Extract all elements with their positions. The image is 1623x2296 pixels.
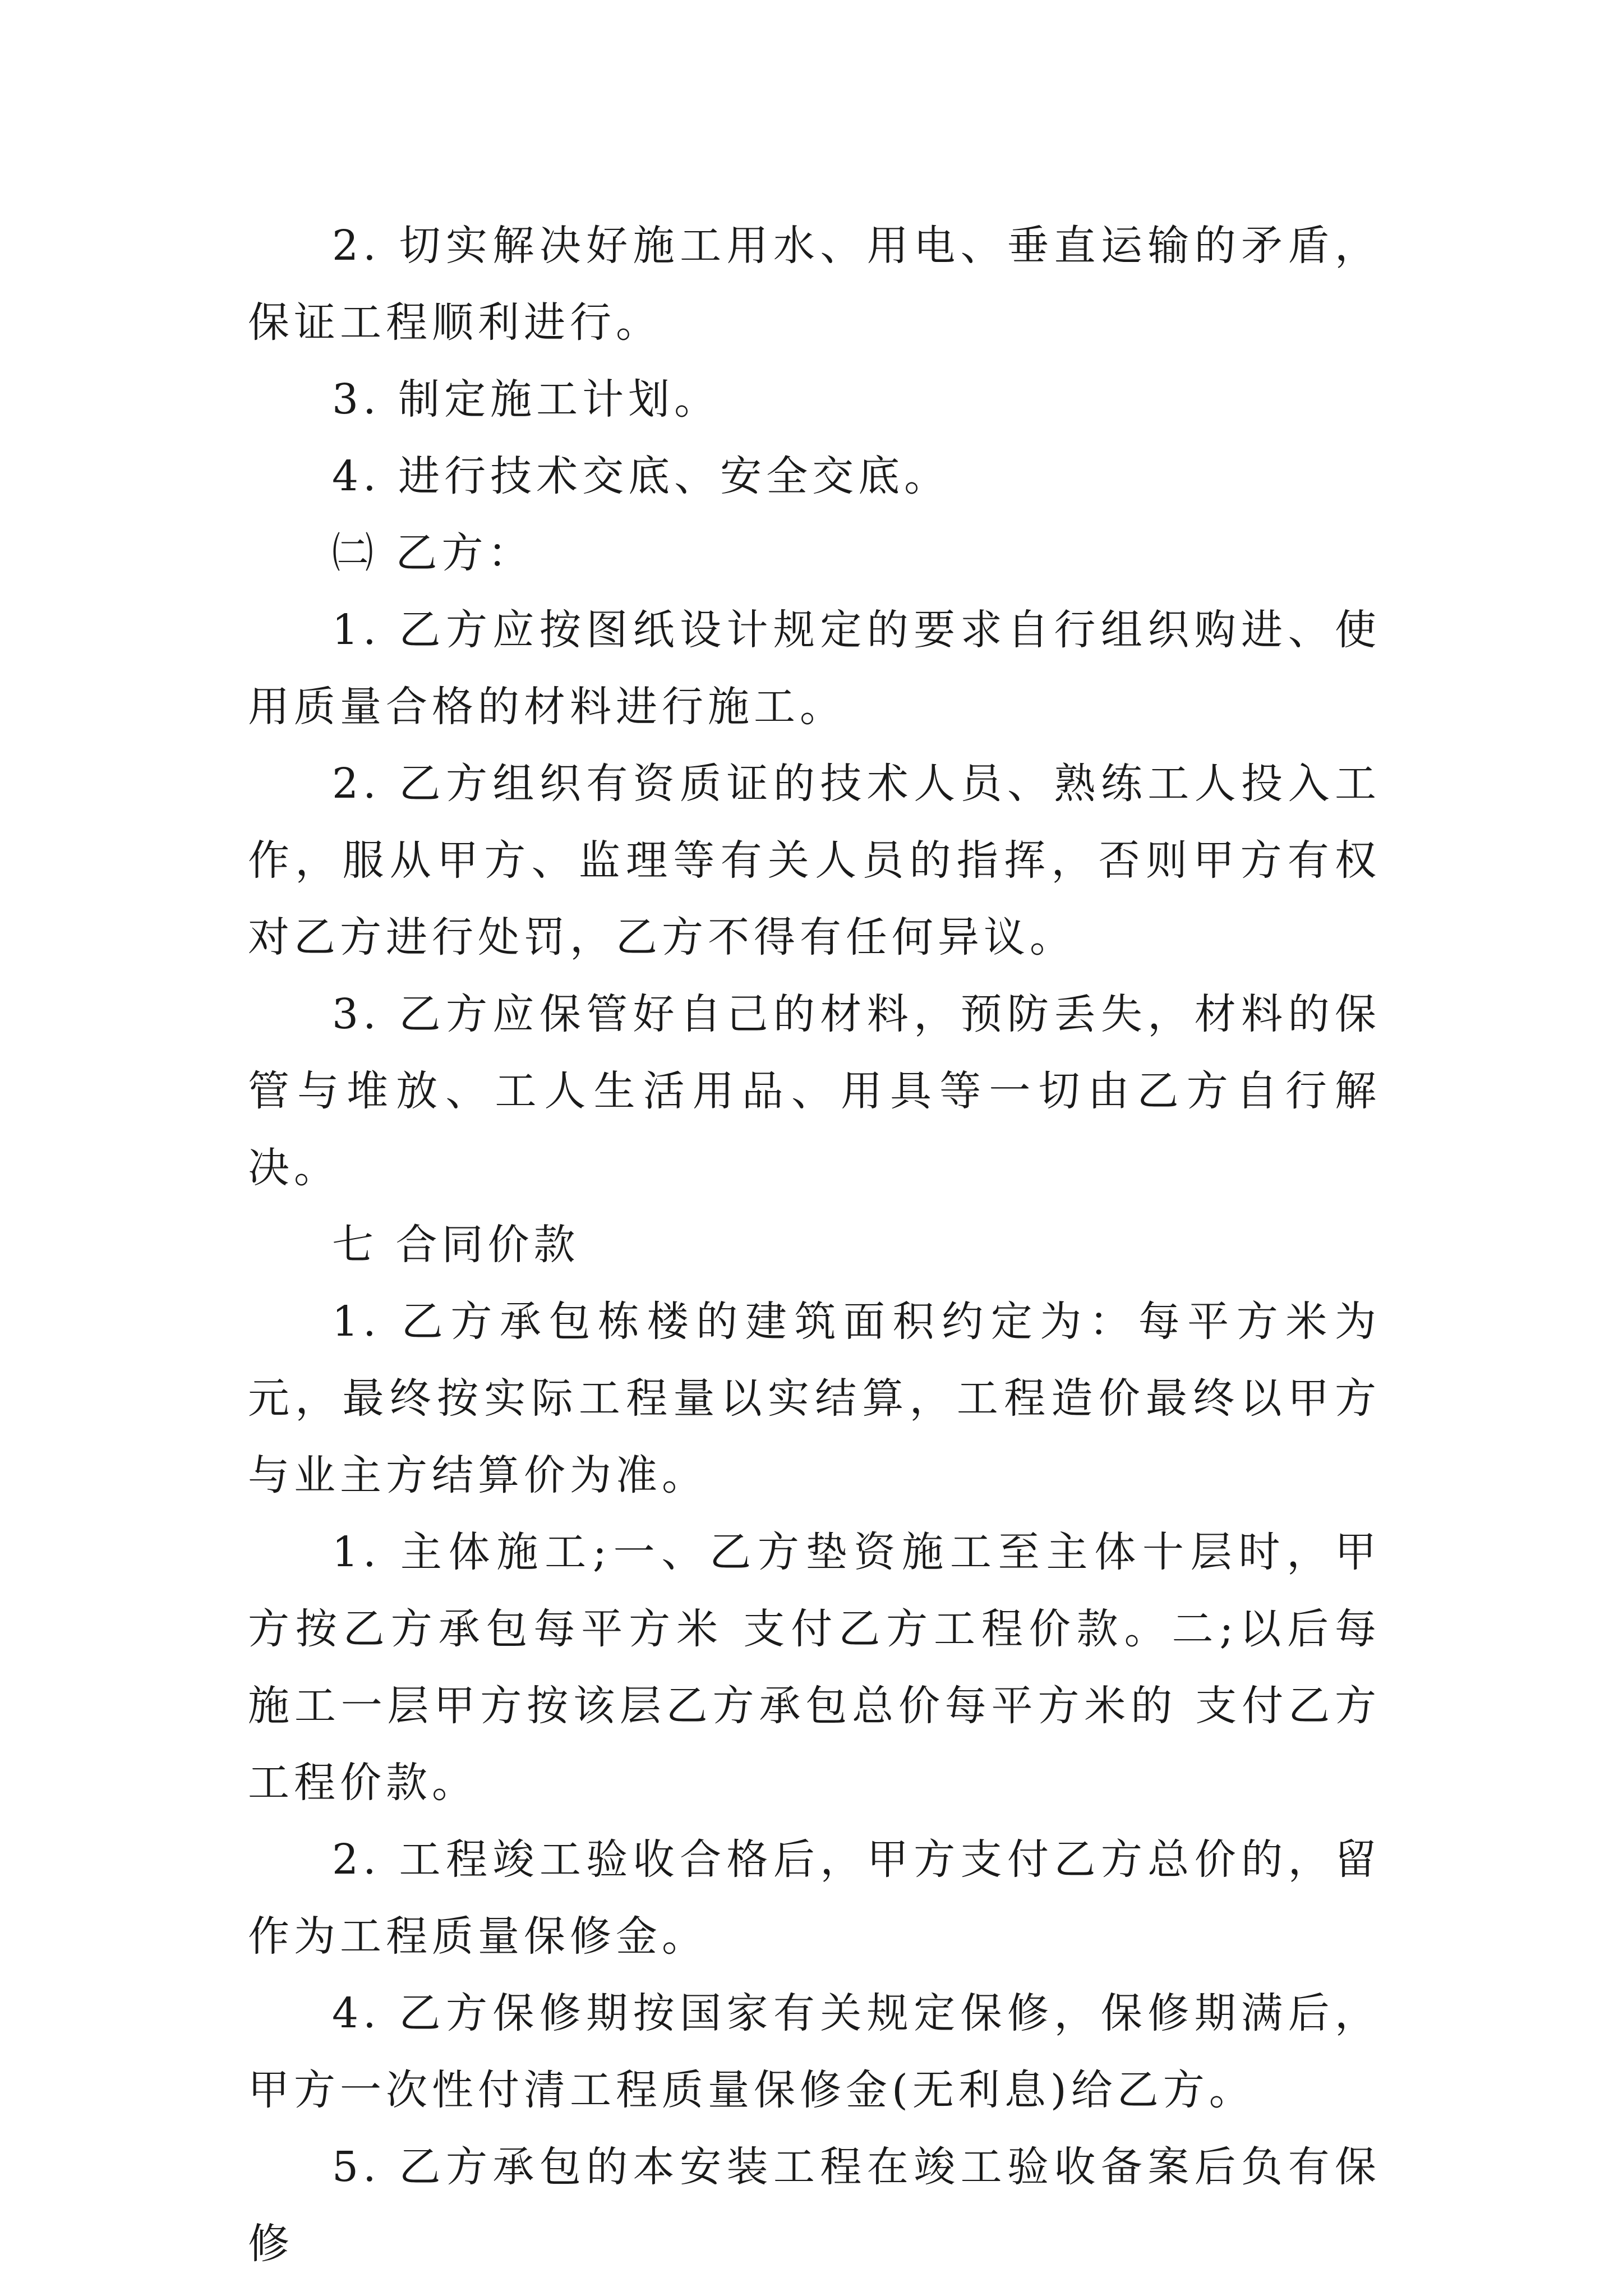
paragraph-b1-materials: 1. 乙方应按图纸设计规定的要求自行组织购进、使用质量合格的材料进行施工。 [248,606,1381,731]
paragraph-2-water-power: 2. 切实解决好施工用水、用电、垂直运输的矛盾，保证工程顺利进行。 [248,222,1381,347]
paragraph-price-2-acceptance: 2. 工程竣工验收合格后，甲方支付乙方总价的，留作为工程质量保修金。 [248,1835,1381,1961]
paragraph-price-5-warranty-duty: 5. 乙方承包的本安装工程在竣工验收备案后负有保修 [248,2143,1381,2268]
paragraph-price-4-warranty-period: 4. 乙方保修期按国家有关规定保修，保修期满后，甲方一次性付清工程质量保修金(无利息)给乙方。 [248,1989,1381,2114]
paragraph-3-construction-plan: 3. 制定施工计划。 [332,375,721,424]
paragraph-4-technical-briefing: 4. 进行技术交底、安全交底。 [332,452,951,500]
section-heading-party-b: ㈡ 乙方： [332,529,534,577]
section-heading-contract-price: 七 合同价款 [332,1221,580,1269]
document-body [248,208,1381,2283]
paragraph-b2-personnel: 2. 乙方组织有资质证的技术人员、熟练工人投入工作，服从甲方、监理等有关人员的指挥，否则甲方有权对乙方进行处罚，乙方不得有任何异议。 [248,760,1381,961]
paragraph-price-1-area: 1. 乙方承包栋楼的建筑面积约定为：每平方米为 元，最终按实际工程量以实结算，工程造价最终以甲方与业主方结算价为准。 [248,1297,1381,1499]
paragraph-b3-storage: 3. 乙方应保管好自己的材料，预防丢失，材料的保管与堆放、工人生活用品、用具等一切由乙方自行解决。 [248,990,1381,1192]
paragraph-price-1-main-construction: 1. 主体施工;一、乙方垫资施工至主体十层时，甲方按乙方承包每平方米 支付乙方工程价款。二;以后每施工一层甲方按该层乙方承包总价每平方米的 支付乙方工程价款。 [248,1528,1381,1807]
